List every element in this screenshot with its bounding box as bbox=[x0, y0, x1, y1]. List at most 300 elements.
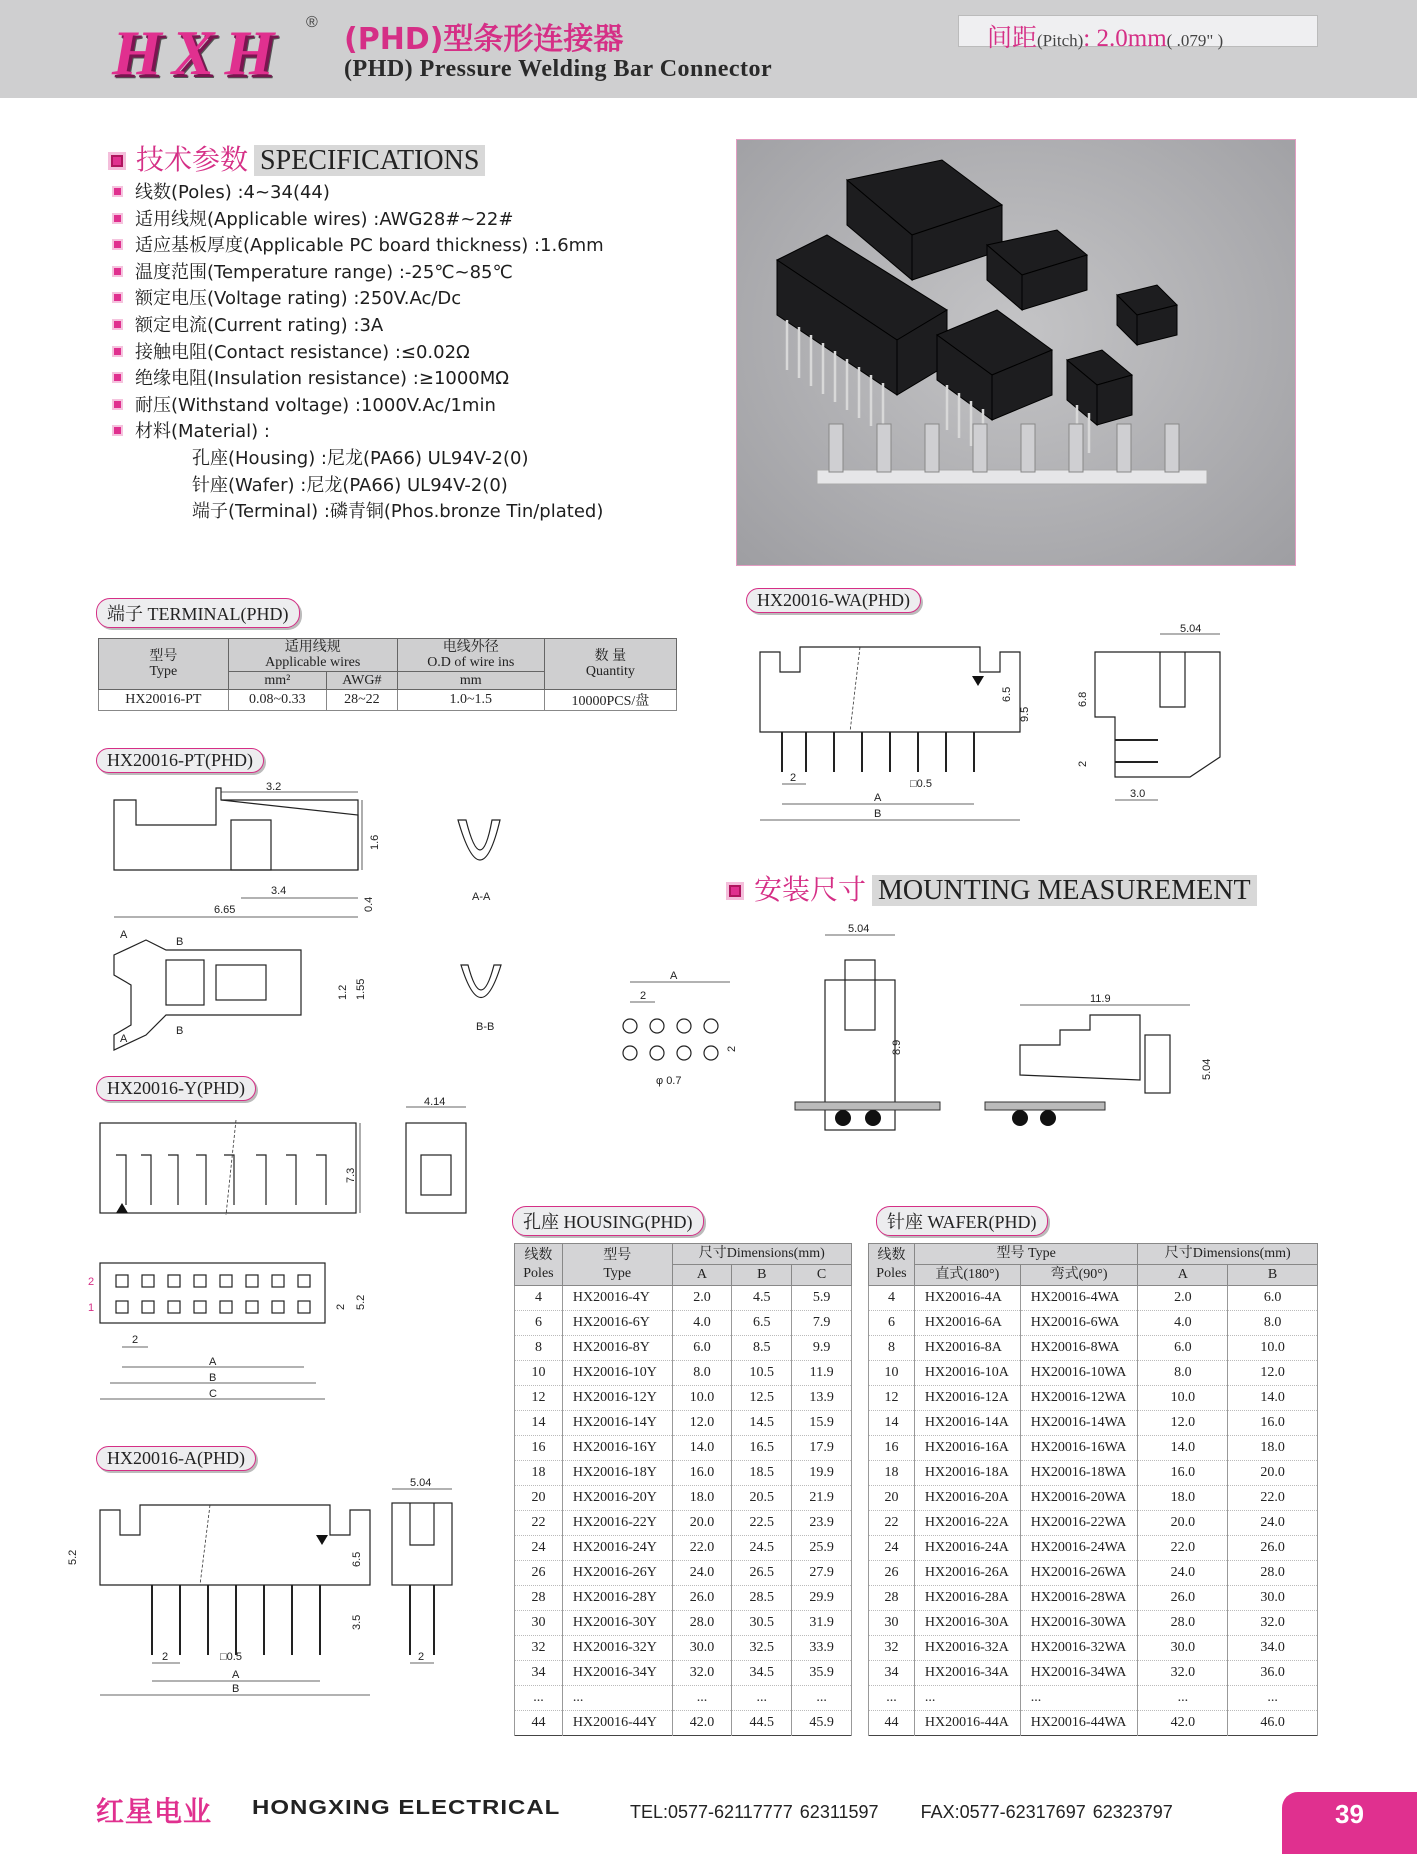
table-cell: 2.0 bbox=[1138, 1286, 1228, 1311]
table-cell: 26 bbox=[869, 1561, 915, 1586]
dim-label: B-B bbox=[476, 1021, 495, 1033]
connector-photo-illustration bbox=[737, 140, 1297, 567]
dim-label: 2 bbox=[162, 1651, 169, 1663]
table-cell: 16 bbox=[869, 1436, 915, 1461]
table-row bbox=[869, 1436, 1318, 1461]
dim-label: 2 bbox=[640, 990, 647, 1002]
table-cell: 6.0 bbox=[1228, 1286, 1318, 1311]
table-cell: HX20016-24A bbox=[914, 1536, 1020, 1561]
material-item: 端子(Terminal) :磷青铜(Phos.bronze Tin/plated) bbox=[192, 501, 604, 523]
dim-label: B bbox=[874, 808, 882, 820]
dim-label: 11.9 bbox=[1090, 993, 1111, 1005]
table-cell: 8 bbox=[869, 1336, 915, 1361]
bullet-icon bbox=[112, 186, 123, 197]
table-cell: 24.0 bbox=[1138, 1561, 1228, 1586]
dim-label: B bbox=[209, 1372, 217, 1384]
dim-label: 5.04 bbox=[1201, 1058, 1213, 1080]
col-od-unit: mm bbox=[397, 672, 544, 690]
table-cell: 6.0 bbox=[672, 1336, 732, 1361]
table-cell: 32.5 bbox=[732, 1636, 792, 1661]
dim-label: φ 0.7 bbox=[656, 1075, 682, 1087]
table-cell: 28.0 bbox=[1138, 1611, 1228, 1636]
table-cell: 15.9 bbox=[792, 1411, 852, 1436]
table-cell: 30 bbox=[869, 1611, 915, 1636]
table-cell: 7.9 bbox=[792, 1311, 852, 1336]
table-cell: 18.0 bbox=[672, 1486, 732, 1511]
table-cell: 22.5 bbox=[732, 1511, 792, 1536]
page-number: 39 bbox=[1282, 1792, 1417, 1854]
table-cell: 21.9 bbox=[792, 1486, 852, 1511]
material-item: 孔座(Housing) :尼龙(PA66) UL94V-2(0) bbox=[192, 447, 529, 469]
table-cell: 34 bbox=[515, 1661, 563, 1686]
table-row bbox=[515, 1386, 852, 1411]
table-cell: HX20016-28Y bbox=[562, 1586, 672, 1611]
table-row bbox=[869, 1386, 1318, 1411]
table-cell: ... bbox=[1228, 1686, 1318, 1711]
table-cell: 10.0 bbox=[1138, 1386, 1228, 1411]
table-cell: 26.0 bbox=[1138, 1586, 1228, 1611]
table-row bbox=[869, 1361, 1318, 1386]
table-row bbox=[515, 1336, 852, 1361]
table-cell: 25.9 bbox=[792, 1536, 852, 1561]
table-cell: 10.0 bbox=[1228, 1336, 1318, 1361]
table-cell: HX20016-20Y bbox=[562, 1486, 672, 1511]
housing-drawing bbox=[88, 1095, 486, 1415]
col-od: 电线外径 O.D of wire ins bbox=[397, 639, 544, 672]
table-row bbox=[515, 1361, 852, 1386]
table-cell: HX20016-32A bbox=[914, 1636, 1020, 1661]
wafer-angle-drawing bbox=[750, 612, 1270, 842]
table-cell: HX20016-16Y bbox=[562, 1436, 672, 1461]
table-cell: HX20016-18A bbox=[914, 1461, 1020, 1486]
table-cell: 26 bbox=[515, 1561, 563, 1586]
dim-label: 6.5 bbox=[351, 1551, 363, 1567]
table-cell: 12.0 bbox=[1138, 1411, 1228, 1436]
dim-label: 2 bbox=[726, 1045, 738, 1052]
table-cell: 28 bbox=[869, 1586, 915, 1611]
table-cell: 12.0 bbox=[672, 1411, 732, 1436]
table-cell: 14.5 bbox=[732, 1411, 792, 1436]
table-cell: 28.0 bbox=[672, 1611, 732, 1636]
spec-title-en: SPECIFICATIONS bbox=[254, 145, 485, 176]
table-cell: HX20016-14WA bbox=[1020, 1411, 1138, 1436]
table-cell: 16.5 bbox=[732, 1436, 792, 1461]
wafer-table: 线数 Poles 型号 Type 尺寸Dimensions(mm) 直式(180°) 弯式(90°) A B 4 HX20016-4A HX20016-4WA 2.0 6.0 6 HX20016-6A HX20016-6WA 4.0 8.0 8 HX20016-8A HX20016-8WA 6.0 10.0 10 HX20016-10A HX20016-10WA 8.0 12.0 12 HX20016-12A HX20016-12WA 10.0 14.0 14 HX20016-14A HX20016-14WA 12.0 16.0 16 HX20016-16A HX20016-16WA 14.0 18.0 18 HX20016-18A HX20016-18WA 16.0 20.0 20 HX20016-20A HX20016-20WA 18.0 22.0 22 HX20016-22A HX20016-22WA 20.0 24.0 24 HX20016-24A HX20016-24WA 22.0 26.0 26 HX20016-26A HX20016-26WA 24.0 28.0 28 HX20016-28A HX20016-28WA 26.0 30.0 30 HX20016-30A HX20016-30WA 28.0 32.0 32 HX20016-32A HX20016-32WA 30.0 34.0 34 HX20016-34A HX20016-34WA 32.0 36.0 ... ... ... ... ... 44 HX20016-44A HX20016-44WA 42.0 46.0 bbox=[868, 1243, 1318, 1736]
dim-label: 3.5 bbox=[351, 1614, 363, 1630]
table-cell: 12.5 bbox=[732, 1386, 792, 1411]
housing-table: 线数 Poles 型号 Type 尺寸Dimensions(mm) A B C 4 HX20016-4Y 2.0 4.5 5.9 6 HX20016-6Y 4.0 6.5 7.9 8 HX20016-8Y 6.0 8.5 9.9 10 HX20016-10Y 8.0 10.5 11.9 12 HX20016-12Y 10.0 12.5 13.9 14 HX20016-14Y 12.0 14.5 15.9 16 HX20016-16Y 14.0 16.5 17.9 18 HX20016-18Y 16.0 18.5 19.9 20 HX20016-20Y 18.0 20.5 21.9 22 HX20016-22Y 20.0 22.5 23.9 24 HX20016-24Y 22.0 24.5 25.9 26 HX20016-26Y 24.0 26.5 27.9 28 HX20016-28Y 26.0 28.5 29.9 30 HX20016-30Y 28.0 30.5 31.9 32 HX20016-32Y 30.0 32.5 33.9 34 HX20016-34Y 32.0 34.5 35.9 ... ... ... ... ... 44 HX20016-44Y 42.0 44.5 45.9 bbox=[514, 1243, 852, 1736]
table-cell: 22.0 bbox=[672, 1536, 732, 1561]
table-cell: 26.5 bbox=[732, 1561, 792, 1586]
dim-label: A bbox=[209, 1356, 217, 1368]
table-cell: 12 bbox=[515, 1386, 563, 1411]
table-cell: HX20016-6Y bbox=[562, 1311, 672, 1336]
table-cell: HX20016-12Y bbox=[562, 1386, 672, 1411]
table-cell: 13.9 bbox=[792, 1386, 852, 1411]
table-cell: 8 bbox=[515, 1336, 563, 1361]
dim-label: □0.5 bbox=[910, 778, 932, 790]
table-cell: HX20016-34Y bbox=[562, 1661, 672, 1686]
table-cell: HX20016-8Y bbox=[562, 1336, 672, 1361]
bullet-icon bbox=[112, 292, 123, 303]
wa-label: HX20016-WA(PHD) bbox=[746, 588, 921, 613]
table-cell: 22.0 bbox=[1138, 1536, 1228, 1561]
row-number: 2 bbox=[88, 1276, 95, 1288]
product-photo bbox=[736, 139, 1296, 566]
table-row bbox=[515, 1511, 852, 1536]
table-cell: 16.0 bbox=[1138, 1461, 1228, 1486]
page-title-cn: (PHD)型条形连接器 bbox=[344, 22, 624, 57]
table-cell: HX20016-20WA bbox=[1020, 1486, 1138, 1511]
mounting-heading bbox=[726, 868, 1257, 908]
table-cell: 22.0 bbox=[1228, 1486, 1318, 1511]
table-cell: HX20016-26A bbox=[914, 1561, 1020, 1586]
table-cell: 14.0 bbox=[672, 1436, 732, 1461]
table-cell: 30 bbox=[515, 1611, 563, 1636]
page-title-en: (PHD) Pressure Welding Bar Connector bbox=[344, 56, 773, 82]
table-cell: 46.0 bbox=[1228, 1711, 1318, 1736]
table-cell: 4.0 bbox=[672, 1311, 732, 1336]
dim-label: 4.14 bbox=[424, 1096, 446, 1108]
table-cell: 16 bbox=[515, 1436, 563, 1461]
table-cell: 8.0 bbox=[1228, 1311, 1318, 1336]
table-cell: HX20016-14A bbox=[914, 1411, 1020, 1436]
table-row bbox=[869, 1711, 1318, 1736]
col-dims: 尺寸Dimensions(mm) bbox=[1138, 1244, 1318, 1265]
bullet-icon bbox=[112, 239, 123, 250]
dim-label: 3.0 bbox=[1130, 788, 1146, 800]
dim-label: B bbox=[176, 1025, 184, 1037]
table-cell: 4.5 bbox=[732, 1286, 792, 1311]
table-row bbox=[869, 1686, 1318, 1711]
wafer-straight-drawing bbox=[60, 1475, 480, 1705]
col-qty: 数 量 Quantity bbox=[544, 639, 676, 690]
table-cell: 34.0 bbox=[1228, 1636, 1318, 1661]
table-cell: 24.5 bbox=[732, 1536, 792, 1561]
pitch-label-cn: 间距 bbox=[987, 25, 1038, 52]
table-cell: 33.9 bbox=[792, 1636, 852, 1661]
table-cell: 6.5 bbox=[732, 1311, 792, 1336]
table-cell: HX20016-44A bbox=[914, 1711, 1020, 1736]
table-cell: 18.5 bbox=[732, 1461, 792, 1486]
pitch-value: 2.0mm bbox=[1096, 25, 1167, 52]
table-cell: HX20016-28A bbox=[914, 1586, 1020, 1611]
bullet-icon bbox=[112, 399, 123, 410]
spec-title-cn: 技术参数 bbox=[136, 143, 249, 176]
dim-label: 6.65 bbox=[214, 904, 236, 916]
table-cell: HX20016-32WA bbox=[1020, 1636, 1138, 1661]
dim-label: 5.04 bbox=[410, 1477, 432, 1489]
table-cell: 42.0 bbox=[1138, 1711, 1228, 1736]
table-cell: HX20016-34WA bbox=[1020, 1661, 1138, 1686]
dim-label: 9.5 bbox=[1019, 706, 1031, 722]
bullet-icon bbox=[108, 152, 126, 170]
table-cell: HX20016-30A bbox=[914, 1611, 1020, 1636]
table-cell: ... bbox=[515, 1686, 563, 1711]
col-type: 型号 Type bbox=[562, 1244, 672, 1286]
table-cell: ... bbox=[869, 1686, 915, 1711]
col-poles: 线数 Poles bbox=[515, 1244, 563, 1286]
table-row bbox=[515, 1586, 852, 1611]
table-cell: 24.0 bbox=[1228, 1511, 1318, 1536]
table-cell: ... bbox=[1138, 1686, 1228, 1711]
table-cell: 18.0 bbox=[1228, 1436, 1318, 1461]
table-cell: 10 bbox=[869, 1361, 915, 1386]
table-cell: HX20016-44WA bbox=[1020, 1711, 1138, 1736]
company-name-cn: 红星电业 bbox=[96, 1795, 213, 1828]
table-cell: ... bbox=[732, 1686, 792, 1711]
table-cell: 20.5 bbox=[732, 1486, 792, 1511]
table-cell: 44.5 bbox=[732, 1711, 792, 1736]
dim-label: 2 bbox=[1077, 760, 1089, 767]
table-cell: HX20016-12WA bbox=[1020, 1386, 1138, 1411]
dim-label: 0.4 bbox=[363, 896, 375, 912]
dim-label: A-A bbox=[472, 891, 491, 903]
y-label: HX20016-Y(PHD) bbox=[96, 1076, 256, 1101]
table-row bbox=[515, 1561, 852, 1586]
table-row bbox=[515, 1486, 852, 1511]
dim-label: 1.2 bbox=[337, 984, 349, 1000]
table-cell: 42.0 bbox=[672, 1711, 732, 1736]
table-row bbox=[869, 1411, 1318, 1436]
table-cell: HX20016-26Y bbox=[562, 1561, 672, 1586]
table-cell: HX20016-18Y bbox=[562, 1461, 672, 1486]
table-cell: 27.9 bbox=[792, 1561, 852, 1586]
table-cell: HX20016-20A bbox=[914, 1486, 1020, 1511]
table-cell: HX20016-28WA bbox=[1020, 1586, 1138, 1611]
table-cell: 14 bbox=[869, 1411, 915, 1436]
housing-label: 孔座 HOUSING(PHD) bbox=[512, 1206, 704, 1236]
dim-label: 5.04 bbox=[1180, 623, 1202, 635]
terminal-label: 端子 TERMINAL(PHD) bbox=[96, 598, 300, 628]
table-cell: 12 bbox=[869, 1386, 915, 1411]
wafer-label: 针座 WAFER(PHD) bbox=[876, 1206, 1048, 1236]
col-awg: AWG# bbox=[326, 672, 397, 690]
table-cell: 19.9 bbox=[792, 1461, 852, 1486]
dim-label: 5.04 bbox=[848, 923, 870, 935]
table-cell: 16.0 bbox=[1228, 1411, 1318, 1436]
wafer-rows bbox=[869, 1286, 1318, 1736]
dim-label: 5.2 bbox=[67, 1549, 79, 1565]
table-cell: HX20016-32Y bbox=[562, 1636, 672, 1661]
table-cell: 35.9 bbox=[792, 1661, 852, 1686]
col-wires: 适用线规 Applicable wires bbox=[228, 639, 397, 672]
table-cell: 22 bbox=[869, 1511, 915, 1536]
dim-label: 6.8 bbox=[1077, 691, 1089, 707]
table-cell: 6 bbox=[869, 1311, 915, 1336]
table-row bbox=[869, 1536, 1318, 1561]
table-cell: HX20016-24Y bbox=[562, 1536, 672, 1561]
table-cell: 8.5 bbox=[732, 1336, 792, 1361]
dim-label: A bbox=[120, 1033, 128, 1045]
table-row bbox=[869, 1486, 1318, 1511]
col-type: 型号 Type bbox=[914, 1244, 1138, 1265]
bullet-icon bbox=[726, 882, 744, 900]
table-row bbox=[515, 1311, 852, 1336]
dim-label: C bbox=[209, 1388, 217, 1400]
mounting-title-en: MOUNTING MEASUREMENT bbox=[872, 875, 1257, 906]
spec-item: 额定电流(Current rating) :3A bbox=[112, 313, 604, 340]
spec-item: 材料(Material) : bbox=[112, 419, 604, 446]
table-row bbox=[869, 1661, 1318, 1686]
bullet-icon bbox=[112, 213, 123, 224]
table-cell: 34 bbox=[869, 1661, 915, 1686]
spec-list bbox=[112, 180, 604, 526]
table-cell: 6.0 bbox=[1138, 1336, 1228, 1361]
pitch-box bbox=[958, 15, 1318, 52]
table-cell: HX20016-22WA bbox=[1020, 1511, 1138, 1536]
table-cell: 18 bbox=[869, 1461, 915, 1486]
terminal-table bbox=[98, 638, 677, 711]
table-row bbox=[515, 1461, 852, 1486]
table-cell: HX20016-10A bbox=[914, 1361, 1020, 1386]
dim-label: 1.55 bbox=[355, 978, 367, 1000]
col-mm2: mm² bbox=[228, 672, 326, 690]
table-cell: 24 bbox=[515, 1536, 563, 1561]
table-row bbox=[515, 1536, 852, 1561]
bullet-icon bbox=[112, 372, 123, 383]
row-number: 1 bbox=[88, 1302, 95, 1314]
spec-item: 适用线规(Applicable wires) :AWG28#~22# bbox=[112, 207, 604, 234]
table-cell: 20 bbox=[515, 1486, 563, 1511]
a-label: HX20016-A(PHD) bbox=[96, 1446, 256, 1471]
table-cell: HX20016-6A bbox=[914, 1311, 1020, 1336]
telephone: TEL:0577-62117777 62311597 bbox=[630, 1802, 879, 1822]
table-cell: 8.0 bbox=[672, 1361, 732, 1386]
contact-info bbox=[630, 1802, 1173, 1823]
spec-item: 耐压(Withstand voltage) :1000V.Ac/1min bbox=[112, 393, 604, 420]
table-row bbox=[869, 1336, 1318, 1361]
pt-label: HX20016-PT(PHD) bbox=[96, 748, 264, 773]
dim-label: A bbox=[874, 792, 882, 804]
table-cell: HX20016-44Y bbox=[562, 1711, 672, 1736]
table-cell: 26.0 bbox=[1228, 1536, 1318, 1561]
mounting-title-cn: 安装尺寸 bbox=[754, 873, 867, 906]
table-cell: 36.0 bbox=[1228, 1661, 1318, 1686]
table-row bbox=[515, 1411, 852, 1436]
col-poles: 线数 Poles bbox=[869, 1244, 915, 1286]
table-cell: ... bbox=[914, 1686, 1020, 1711]
table-cell: 14.0 bbox=[1228, 1386, 1318, 1411]
table-cell: HX20016-14Y bbox=[562, 1411, 672, 1436]
table-cell: ... bbox=[562, 1686, 672, 1711]
table-row bbox=[515, 1661, 852, 1686]
housing-rows bbox=[515, 1286, 852, 1736]
spec-item: 适应基板厚度(Applicable PC board thickness) :1.6mm bbox=[112, 233, 604, 260]
table-cell: 10 bbox=[515, 1361, 563, 1386]
table-cell: 28.0 bbox=[1228, 1561, 1318, 1586]
table-cell: HX20016-8A bbox=[914, 1336, 1020, 1361]
table-cell: 22 bbox=[515, 1511, 563, 1536]
table-row bbox=[515, 1611, 852, 1636]
table-cell: 44 bbox=[869, 1711, 915, 1736]
dim-label: □0.5 bbox=[220, 1651, 242, 1663]
bullet-icon bbox=[112, 319, 123, 330]
spec-item: 额定电压(Voltage rating) :250V.Ac/Dc bbox=[112, 286, 604, 313]
table-cell: 16.0 bbox=[672, 1461, 732, 1486]
table-row bbox=[515, 1686, 852, 1711]
table-cell: HX20016-4WA bbox=[1020, 1286, 1138, 1311]
table-cell: 34.5 bbox=[732, 1661, 792, 1686]
table-cell: 28 bbox=[515, 1586, 563, 1611]
table-cell: 6 bbox=[515, 1311, 563, 1336]
col-dims: 尺寸Dimensions(mm) bbox=[672, 1244, 851, 1265]
table-cell: 14 bbox=[515, 1411, 563, 1436]
table-cell: 4 bbox=[869, 1286, 915, 1311]
table-cell: 10.0 bbox=[672, 1386, 732, 1411]
table-cell: HX20016-10WA bbox=[1020, 1361, 1138, 1386]
dim-label: 8.9 bbox=[891, 1039, 903, 1055]
dim-label: B bbox=[232, 1683, 240, 1695]
table-cell: 11.9 bbox=[792, 1361, 852, 1386]
table-cell: ... bbox=[792, 1686, 852, 1711]
table-row bbox=[869, 1286, 1318, 1311]
table-cell: 10.5 bbox=[732, 1361, 792, 1386]
dim-label: 3.2 bbox=[266, 781, 282, 793]
table-cell: 45.9 bbox=[792, 1711, 852, 1736]
table-cell: HX20016-30WA bbox=[1020, 1611, 1138, 1636]
table-cell: 44 bbox=[515, 1711, 563, 1736]
table-cell: HX20016-24WA bbox=[1020, 1536, 1138, 1561]
table-cell: 4.0 bbox=[1138, 1311, 1228, 1336]
table-row bbox=[515, 1286, 852, 1311]
table-row bbox=[869, 1636, 1318, 1661]
table-cell: 14.0 bbox=[1138, 1436, 1228, 1461]
table-cell: 32.0 bbox=[1228, 1611, 1318, 1636]
dim-label: A bbox=[670, 970, 678, 982]
material-item: 针座(Wafer) :尼龙(PA66) UL94V-2(0) bbox=[192, 474, 508, 496]
table-row bbox=[869, 1461, 1318, 1486]
table-row bbox=[869, 1311, 1318, 1336]
dim-label: A bbox=[120, 929, 128, 941]
dim-label: 2 bbox=[335, 1303, 347, 1310]
mounting-drawing bbox=[600, 920, 1260, 1140]
dim-label: 7.3 bbox=[345, 1167, 357, 1183]
table-row: HX20016-PT 0.08~0.33 28~22 1.0~1.5 10000PCS/盘 bbox=[99, 690, 677, 711]
table-cell: 29.9 bbox=[792, 1586, 852, 1611]
table-row bbox=[869, 1611, 1318, 1636]
table-cell: 30.0 bbox=[1138, 1636, 1228, 1661]
fax: FAX:0577-62317697 62323797 bbox=[920, 1802, 1173, 1822]
specifications-heading bbox=[108, 138, 485, 178]
table-cell: 32.0 bbox=[1138, 1661, 1228, 1686]
table-cell: 8.0 bbox=[1138, 1361, 1228, 1386]
pitch-inch: ( .079" ) bbox=[1166, 31, 1224, 50]
table-row bbox=[869, 1511, 1318, 1536]
spec-item: 温度范围(Temperature range) :-25℃~85℃ bbox=[112, 260, 604, 287]
table-cell: 12.0 bbox=[1228, 1361, 1318, 1386]
dim-label: 1.6 bbox=[369, 834, 381, 850]
bullet-icon bbox=[112, 425, 123, 436]
spec-item: 线数(Poles) :4~34(44) bbox=[112, 180, 604, 207]
dim-label: 6.5 bbox=[1001, 686, 1013, 702]
table-cell: 32 bbox=[515, 1636, 563, 1661]
bullet-icon bbox=[112, 266, 123, 277]
table-cell: 4 bbox=[515, 1286, 563, 1311]
table-cell: 9.9 bbox=[792, 1336, 852, 1361]
pitch-colon: : bbox=[1083, 25, 1091, 52]
dim-label: 3.4 bbox=[271, 885, 287, 897]
table-cell: HX20016-12A bbox=[914, 1386, 1020, 1411]
table-cell: 5.9 bbox=[792, 1286, 852, 1311]
table-cell: HX20016-30Y bbox=[562, 1611, 672, 1636]
dim-label: 2 bbox=[790, 772, 797, 784]
table-cell: 20.0 bbox=[672, 1511, 732, 1536]
table-cell: 20.0 bbox=[1228, 1461, 1318, 1486]
spec-item: 接触电阻(Contact resistance) :≤0.02Ω bbox=[112, 340, 604, 367]
table-cell: HX20016-10Y bbox=[562, 1361, 672, 1386]
table-cell: 31.9 bbox=[792, 1611, 852, 1636]
